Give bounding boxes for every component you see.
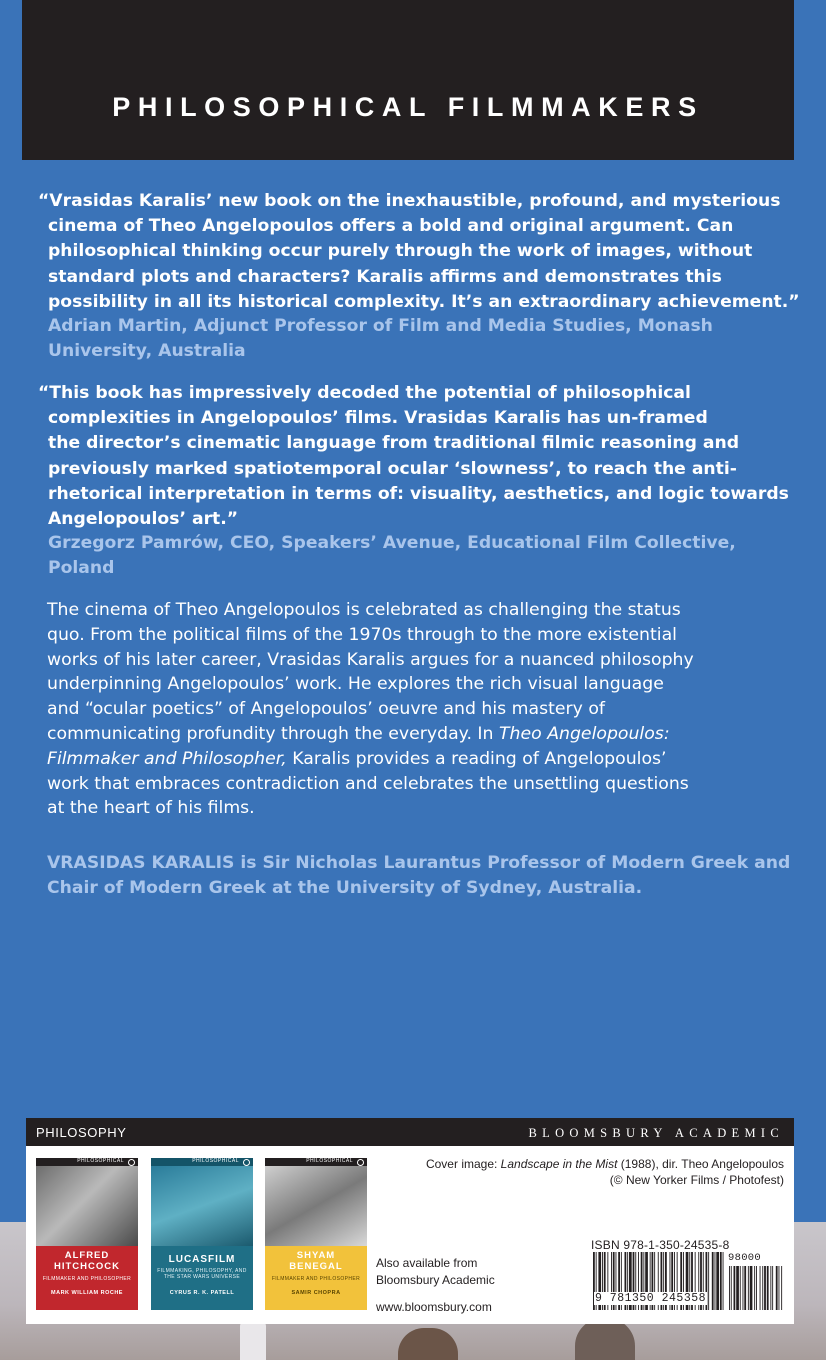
series-logo-icon <box>128 1159 135 1166</box>
barcode-addon-bar <box>756 1266 757 1310</box>
also-available-line: Bloomsbury Academic <box>376 1273 495 1287</box>
barcode-addon-number: 98000 <box>728 1252 762 1264</box>
review-quote-1 <box>38 189 798 315</box>
also-available-note <box>376 1255 495 1289</box>
author-bio <box>47 851 807 901</box>
related-book-subtitle: FILMMAKER AND PHILOSOPHER <box>42 1276 132 1282</box>
related-book-cover-hitchcock <box>36 1158 138 1310</box>
cover-photo <box>36 1166 138 1246</box>
attribution-line: Poland <box>48 558 115 578</box>
related-book-cover-lucasfilm <box>151 1158 253 1310</box>
synopsis-line <box>47 747 807 772</box>
barcode-addon-bar <box>743 1266 744 1310</box>
series-strip: PHILOSOPHICAL <box>36 1158 138 1166</box>
book-title-italic: Theo Angelopoulos: <box>498 723 670 744</box>
barcode-addon-bar <box>740 1266 741 1310</box>
category-bar <box>26 1118 794 1146</box>
barcode-addon-bar <box>734 1266 736 1310</box>
film-title: Landscape in the Mist <box>500 1157 618 1171</box>
cover-photo <box>151 1166 253 1246</box>
synopsis-line: The cinema of Theo Angelopoulos is celebrated as challenging the status <box>47 600 681 620</box>
title-line: SHYAM <box>296 1250 336 1261</box>
quote-line: standard plots and characters? Karalis affirms and demonstrates this <box>48 266 722 287</box>
quote-line: possibility in all its historical complexity. It’s an extraordinary achievement.” <box>48 291 800 312</box>
cover-photo <box>265 1166 367 1246</box>
synopsis-line: work that embraces contradiction and celebrates the unsettling questions <box>47 773 689 794</box>
barcode-addon-bar <box>767 1266 769 1310</box>
related-book-subtitle: FILMMAKING, PHILOSOPHY, AND THE STAR WARS UNIVERSE <box>157 1268 247 1280</box>
quote-line: “Vrasidas Karalis’ new book on the inexhaustible, profound, and mysterious <box>38 191 781 211</box>
synopsis-line: works of his later career, Vrasidas Karalis argues for a nuanced philosophy <box>47 649 694 670</box>
credit-line <box>384 1156 784 1172</box>
book-synopsis <box>47 598 807 821</box>
barcode-addon-bar <box>772 1266 773 1310</box>
synopsis-line <box>47 722 807 747</box>
barcode-addon-bar <box>736 1266 739 1310</box>
title-line: HITCHCOCK <box>54 1261 120 1272</box>
review-quote-2 <box>38 381 798 532</box>
category-label: PHILOSOPHY <box>36 1125 127 1140</box>
barcode-addon-bar <box>744 1266 746 1310</box>
related-book-subtitle: FILMMAKER AND PHILOSOPHER <box>271 1276 361 1282</box>
series-header-band <box>22 0 794 160</box>
barcode-addon-bar <box>770 1266 771 1310</box>
related-book-author: SAMIR CHOPRA <box>291 1290 341 1296</box>
attribution-line: University, Australia <box>48 341 246 361</box>
synopsis-text: Karalis provides a reading of Angelopoulos’ <box>286 748 667 769</box>
barcode-addon-bar <box>754 1266 755 1310</box>
publisher-website: www.bloomsbury.com <box>376 1300 492 1314</box>
credit-suffix: (1988), dir. Theo Angelopoulos <box>617 1157 784 1171</box>
barcode-addon-bar <box>729 1266 730 1310</box>
related-book-author: MARK WILLIAM ROCHE <box>51 1290 123 1296</box>
photo-figure <box>240 1322 266 1360</box>
related-book-title <box>36 1250 138 1272</box>
book-title-italic: Filmmaker and Philosopher, <box>47 748 287 769</box>
review-attribution-2 <box>48 531 798 581</box>
also-available-line: Also available from <box>376 1256 478 1270</box>
synopsis-line: quo. From the political films of the 1970s through to the more existential <box>47 624 677 645</box>
barcode-number: 9 781350 245358 <box>595 1292 707 1305</box>
related-book-title: LUCASFILM <box>168 1254 236 1265</box>
title-line: BENEGAL <box>289 1261 343 1272</box>
barcode-bar <box>720 1252 722 1310</box>
barcode-bar <box>715 1252 716 1310</box>
back-cover-info-panel <box>26 1118 794 1324</box>
barcode-addon-bar <box>762 1266 763 1310</box>
publisher-name: BLOOMSBURY ACADEMIC <box>528 1126 784 1140</box>
attribution-line: Grzegorz Pamrów, CEO, Speakers’ Avenue, Educational Film Collective, <box>48 533 736 553</box>
synopsis-line: and “ocular poetics” of Angelopoulos’ oeuvre and his mastery of <box>47 699 605 720</box>
credit-line: (© New Yorker Films / Photofest) <box>609 1173 784 1187</box>
barcode-bar <box>716 1252 719 1310</box>
series-title: PHILOSOPHICAL FILMMAKERS <box>112 92 704 122</box>
credit-prefix: Cover image: <box>425 1157 501 1171</box>
related-book-author: CYRUS R. K. PATELL <box>169 1290 235 1296</box>
barcode-addon-bar <box>776 1266 778 1310</box>
cover-image-credit <box>384 1156 784 1188</box>
review-attribution-1 <box>48 314 798 364</box>
synopsis-text: communicating profundity through the everyday. In <box>47 723 499 744</box>
barcode-bar <box>723 1252 724 1310</box>
barcode-addon-bar <box>781 1266 782 1310</box>
attribution-line: Adrian Martin, Adjunct Professor of Film and Media Studies, Monash <box>48 316 713 336</box>
quote-line: the director’s cinematic language from traditional filmic reasoning and <box>48 433 740 454</box>
series-strip: PHILOSOPHICAL <box>265 1158 367 1166</box>
quote-line: philosophical thinking occur purely through the work of images, without <box>48 241 753 262</box>
isbn-label: ISBN 978-1-350-24535-8 <box>591 1238 730 1252</box>
related-book-title <box>265 1250 367 1272</box>
barcode-addon-bar <box>731 1266 732 1310</box>
series-logo-icon <box>357 1159 364 1166</box>
quote-line: complexities in Angelopoulos’ films. Vrasidas Karalis has un-framed <box>48 408 708 429</box>
quote-line: rhetorical interpretation in terms of: visuality, aesthetics, and logic towards <box>48 483 789 504</box>
series-logo-icon <box>243 1159 250 1166</box>
synopsis-line: underpinning Angelopoulos’ work. He explores the rich visual language <box>47 674 664 695</box>
barcode-addon-bar <box>748 1266 749 1310</box>
barcode-addon-bar <box>779 1266 780 1310</box>
barcode-addon-bar <box>760 1266 761 1310</box>
series-strip: PHILOSOPHICAL <box>151 1158 253 1166</box>
barcode-addon-bar <box>750 1266 753 1310</box>
author-bio-line: Chair of Modern Greek at the University of Sydney, Australia. <box>47 878 643 899</box>
synopsis-line: at the heart of his films. <box>47 798 255 819</box>
quote-line: cinema of Theo Angelopoulos offers a bold and original argument. Can <box>48 216 734 237</box>
quote-line: Angelopoulos’ art.” <box>48 509 239 530</box>
barcode-bar <box>712 1252 714 1310</box>
related-book-cover-benegal <box>265 1158 367 1310</box>
barcode-addon-bar <box>764 1266 766 1310</box>
title-line: ALFRED <box>64 1250 110 1261</box>
quote-line: previously marked spatiotemporal ocular ‘slowness’, to reach the anti- <box>48 458 737 479</box>
author-bio-line: VRASIDAS KARALIS is Sir Nicholas Laurantus Professor of Modern Greek and <box>47 853 791 873</box>
quote-line: “This book has impressively decoded the potential of philosophical <box>38 383 691 403</box>
barcode-bar <box>708 1252 709 1310</box>
